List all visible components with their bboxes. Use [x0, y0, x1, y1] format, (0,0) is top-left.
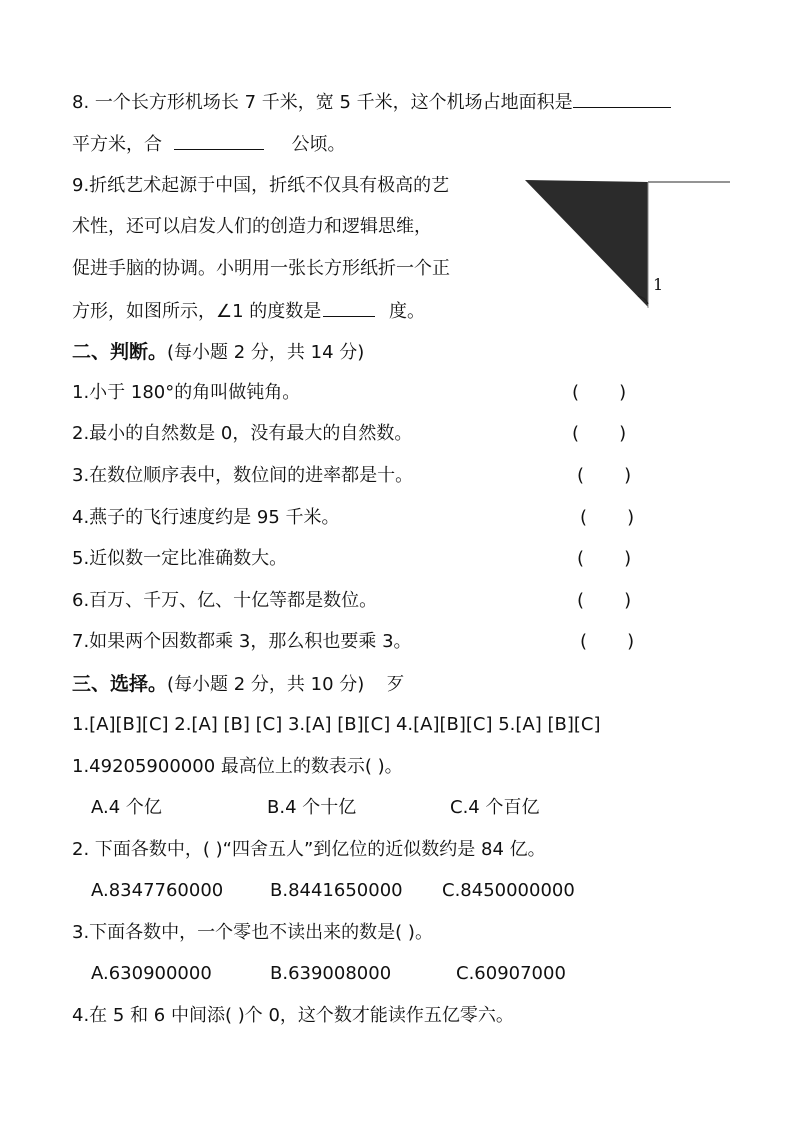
judge-item-1: 1.小于 180°的角叫做钝角。 — [72, 382, 301, 403]
choice-q2: 2. 下面各数中，( )“四舍五人”到亿位的近似数约是 84 亿。 — [72, 839, 546, 860]
judge-answer-4[interactable]: ( ) — [580, 507, 635, 528]
choice-q3-option-b[interactable]: B.639008000 — [270, 963, 392, 984]
q9-end-text: 度。 — [389, 301, 426, 322]
section3-extra-mark: 歹 — [386, 674, 405, 695]
choice-q1-option-c[interactable]: C.4 个百亿 — [450, 797, 540, 818]
judge-answer-5[interactable]: ( ) — [577, 548, 632, 569]
section2-note: (每小题 2 分，共 14 分) — [167, 342, 365, 363]
q9-blank-degree[interactable] — [323, 298, 375, 317]
choice-q1: 1.49205900000 最高位上的数表示( )。 — [72, 756, 403, 777]
section3-heading — [72, 672, 404, 697]
choice-q1-option-a[interactable]: A.4 个亿 — [91, 797, 162, 818]
folded-paper-figure — [520, 172, 732, 312]
q8-end-text: 公顷。 — [291, 134, 346, 155]
judge-item-7: 7.如果两个因数都乘 3，那么积也要乘 3。 — [72, 631, 412, 652]
judge-answer-6[interactable]: ( ) — [577, 590, 632, 611]
judge-item-3: 3.在数位顺序表中，数位间的进率都是十。 — [72, 465, 414, 486]
answer-card-row[interactable]: 1.[A][B][C] 2.[A] [B] [C] 3.[A] [B][C] 4.[A][B][C] 5.[A] [B][C] — [72, 714, 601, 735]
judge-item-5: 5.近似数一定比准确数大。 — [72, 548, 288, 569]
q8-text: 8. 一个长方形机场长 7 千米，宽 5 千米，这个机场占地面积是 — [72, 92, 573, 113]
q8-line1 — [72, 89, 671, 115]
choice-q3-option-c[interactable]: C.60907000 — [456, 963, 566, 984]
judge-item-6: 6.百万、千万、亿、十亿等都是数位。 — [72, 590, 378, 611]
section2-heading — [72, 340, 364, 365]
choice-q3-option-a[interactable]: A.630900000 — [91, 963, 212, 984]
folded-triangle — [525, 180, 648, 307]
judge-answer-1[interactable]: ( ) — [572, 382, 627, 403]
q8-unit-text: 平方米，合 — [72, 134, 162, 155]
q9-line2: 术性，还可以启发人们的创造力和逻辑思维， — [72, 216, 432, 237]
choice-q3: 3.下面各数中，一个零也不读出来的数是( )。 — [72, 922, 433, 943]
choice-q2-option-c[interactable]: C.8450000000 — [442, 880, 575, 901]
judge-answer-2[interactable]: ( ) — [572, 423, 627, 444]
q9-line4 — [72, 298, 425, 324]
choice-q2-option-a[interactable]: A.8347760000 — [91, 880, 224, 901]
q8-blank-area[interactable] — [573, 89, 671, 108]
judge-answer-3[interactable]: ( ) — [577, 465, 632, 486]
angle-label: 1 — [653, 275, 664, 294]
judge-item-4: 4.燕子的飞行速度约是 95 千米。 — [72, 507, 340, 528]
q8-line2 — [72, 131, 345, 157]
choice-q4: 4.在 5 和 6 中间添( )个 0，这个数才能读作五亿零六。 — [72, 1005, 514, 1026]
judge-item-2: 2.最小的自然数是 0，没有最大的自然数。 — [72, 423, 413, 444]
judge-answer-7[interactable]: ( ) — [580, 631, 635, 652]
q8-blank-hectare[interactable] — [174, 131, 264, 150]
choice-q1-option-b[interactable]: B.4 个十亿 — [267, 797, 357, 818]
section3-title: 三、选择。 — [72, 673, 168, 695]
q9-question-text: 方形，如图所示，∠1 的度数是 — [72, 301, 322, 322]
choice-q2-option-b[interactable]: B.8441650000 — [270, 880, 403, 901]
section2-title: 二、判断。 — [72, 341, 168, 363]
section3-note: (每小题 2 分，共 10 分) — [167, 674, 365, 695]
q9-line3: 促进手脑的协调。小明用一张长方形纸折一个正 — [72, 258, 450, 279]
q9-line1: 9.折纸艺术起源于中国，折纸不仅具有极高的艺 — [72, 175, 450, 196]
